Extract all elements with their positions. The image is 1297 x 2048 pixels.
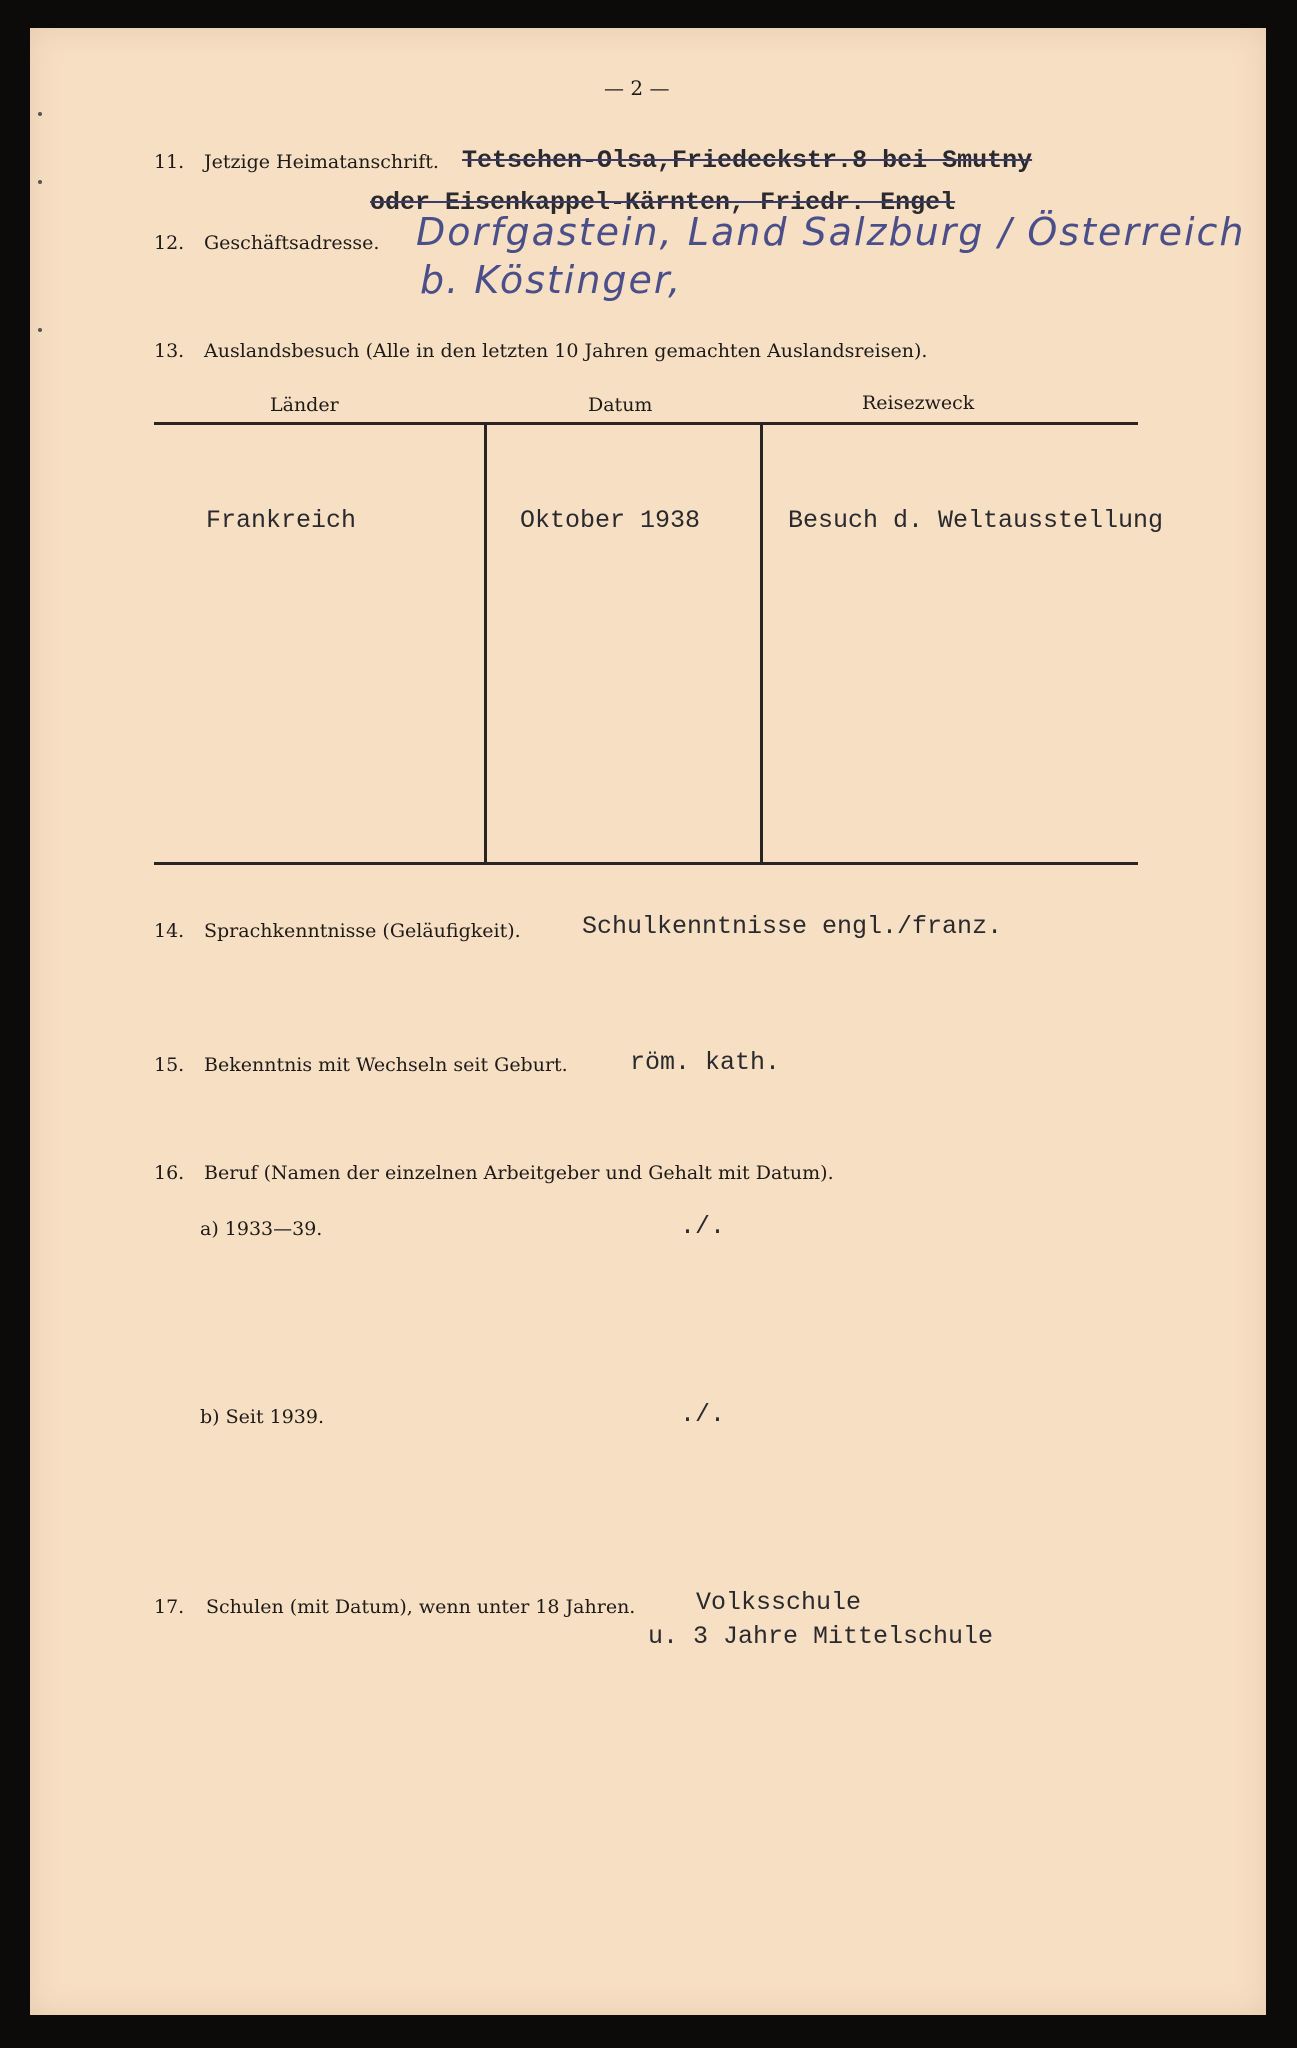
- q16-a-label: a) 1933—39.: [200, 1218, 323, 1240]
- form-page: [30, 28, 1266, 2015]
- table-top-rule: [154, 422, 1138, 425]
- q14-answer: Schulkenntnisse engl./franz.: [582, 912, 1003, 941]
- q15-number: 15.: [154, 1054, 185, 1076]
- table-header-reisezweck: Reisezweck: [862, 392, 975, 414]
- q14-number: 14.: [154, 920, 185, 942]
- q11-number: 11.: [154, 151, 185, 173]
- q14-label: Sprachkenntnisse (Geläufigkeit).: [204, 920, 521, 942]
- q17-answer-line2: u. 3 Jahre Mittelschule: [648, 1622, 994, 1651]
- q12-number: 12.: [154, 232, 185, 254]
- table-header-datum: Datum: [588, 394, 653, 416]
- q16-label: Beruf (Namen der einzelnen Arbeitgeber und Gehalt mit Datum).: [204, 1162, 834, 1184]
- q16-a-answer: ./.: [680, 1212, 726, 1241]
- edge-mark: [38, 112, 42, 116]
- q16-number: 16.: [154, 1162, 185, 1184]
- table-column-divider: [484, 424, 487, 864]
- q16-b-label: b) Seit 1939.: [200, 1406, 325, 1428]
- table-column-divider: [760, 424, 763, 864]
- q17-answer-line1: Volksschule: [696, 1588, 862, 1617]
- q12-handwritten-line1: Dorfgastein, Land Salzburg / Österreich: [416, 210, 1246, 254]
- table-header-laender: Länder: [270, 394, 339, 416]
- edge-mark: [38, 180, 42, 184]
- table-cell-date: Oktober 1938: [520, 506, 701, 535]
- q15-label: Bekenntnis mit Wechseln seit Geburt.: [204, 1054, 568, 1076]
- page-number: — 2 —: [604, 76, 670, 100]
- q13-label: Auslandsbesuch (Alle in den letzten 10 Jahren gemachten Auslandsreisen).: [204, 340, 928, 362]
- q12-handwritten-line2: b. Köstinger,: [420, 258, 683, 302]
- q11-label: Jetzige Heimatanschrift.: [204, 151, 439, 173]
- table-cell-country: Frankreich: [206, 506, 357, 535]
- q12-label: Geschäftsadresse.: [204, 232, 380, 254]
- q17-label: Schulen (mit Datum), wenn unter 18 Jahren.: [206, 1596, 636, 1618]
- q15-answer: röm. kath.: [630, 1048, 781, 1077]
- q17-number: 17.: [154, 1596, 185, 1618]
- q11-address-line1: Tetschen-Olsa,Friedeckstr.8 bei Smutny: [462, 146, 1033, 175]
- q13-number: 13.: [154, 340, 185, 362]
- q16-b-answer: ./.: [680, 1400, 726, 1429]
- q11-address-line2: oder Eisenkappel-Kärnten, Friedr. Engel: [370, 188, 956, 217]
- edge-mark: [38, 328, 42, 332]
- table-cell-purpose: Besuch d. Weltausstellung: [788, 506, 1164, 535]
- table-bottom-rule: [154, 862, 1138, 865]
